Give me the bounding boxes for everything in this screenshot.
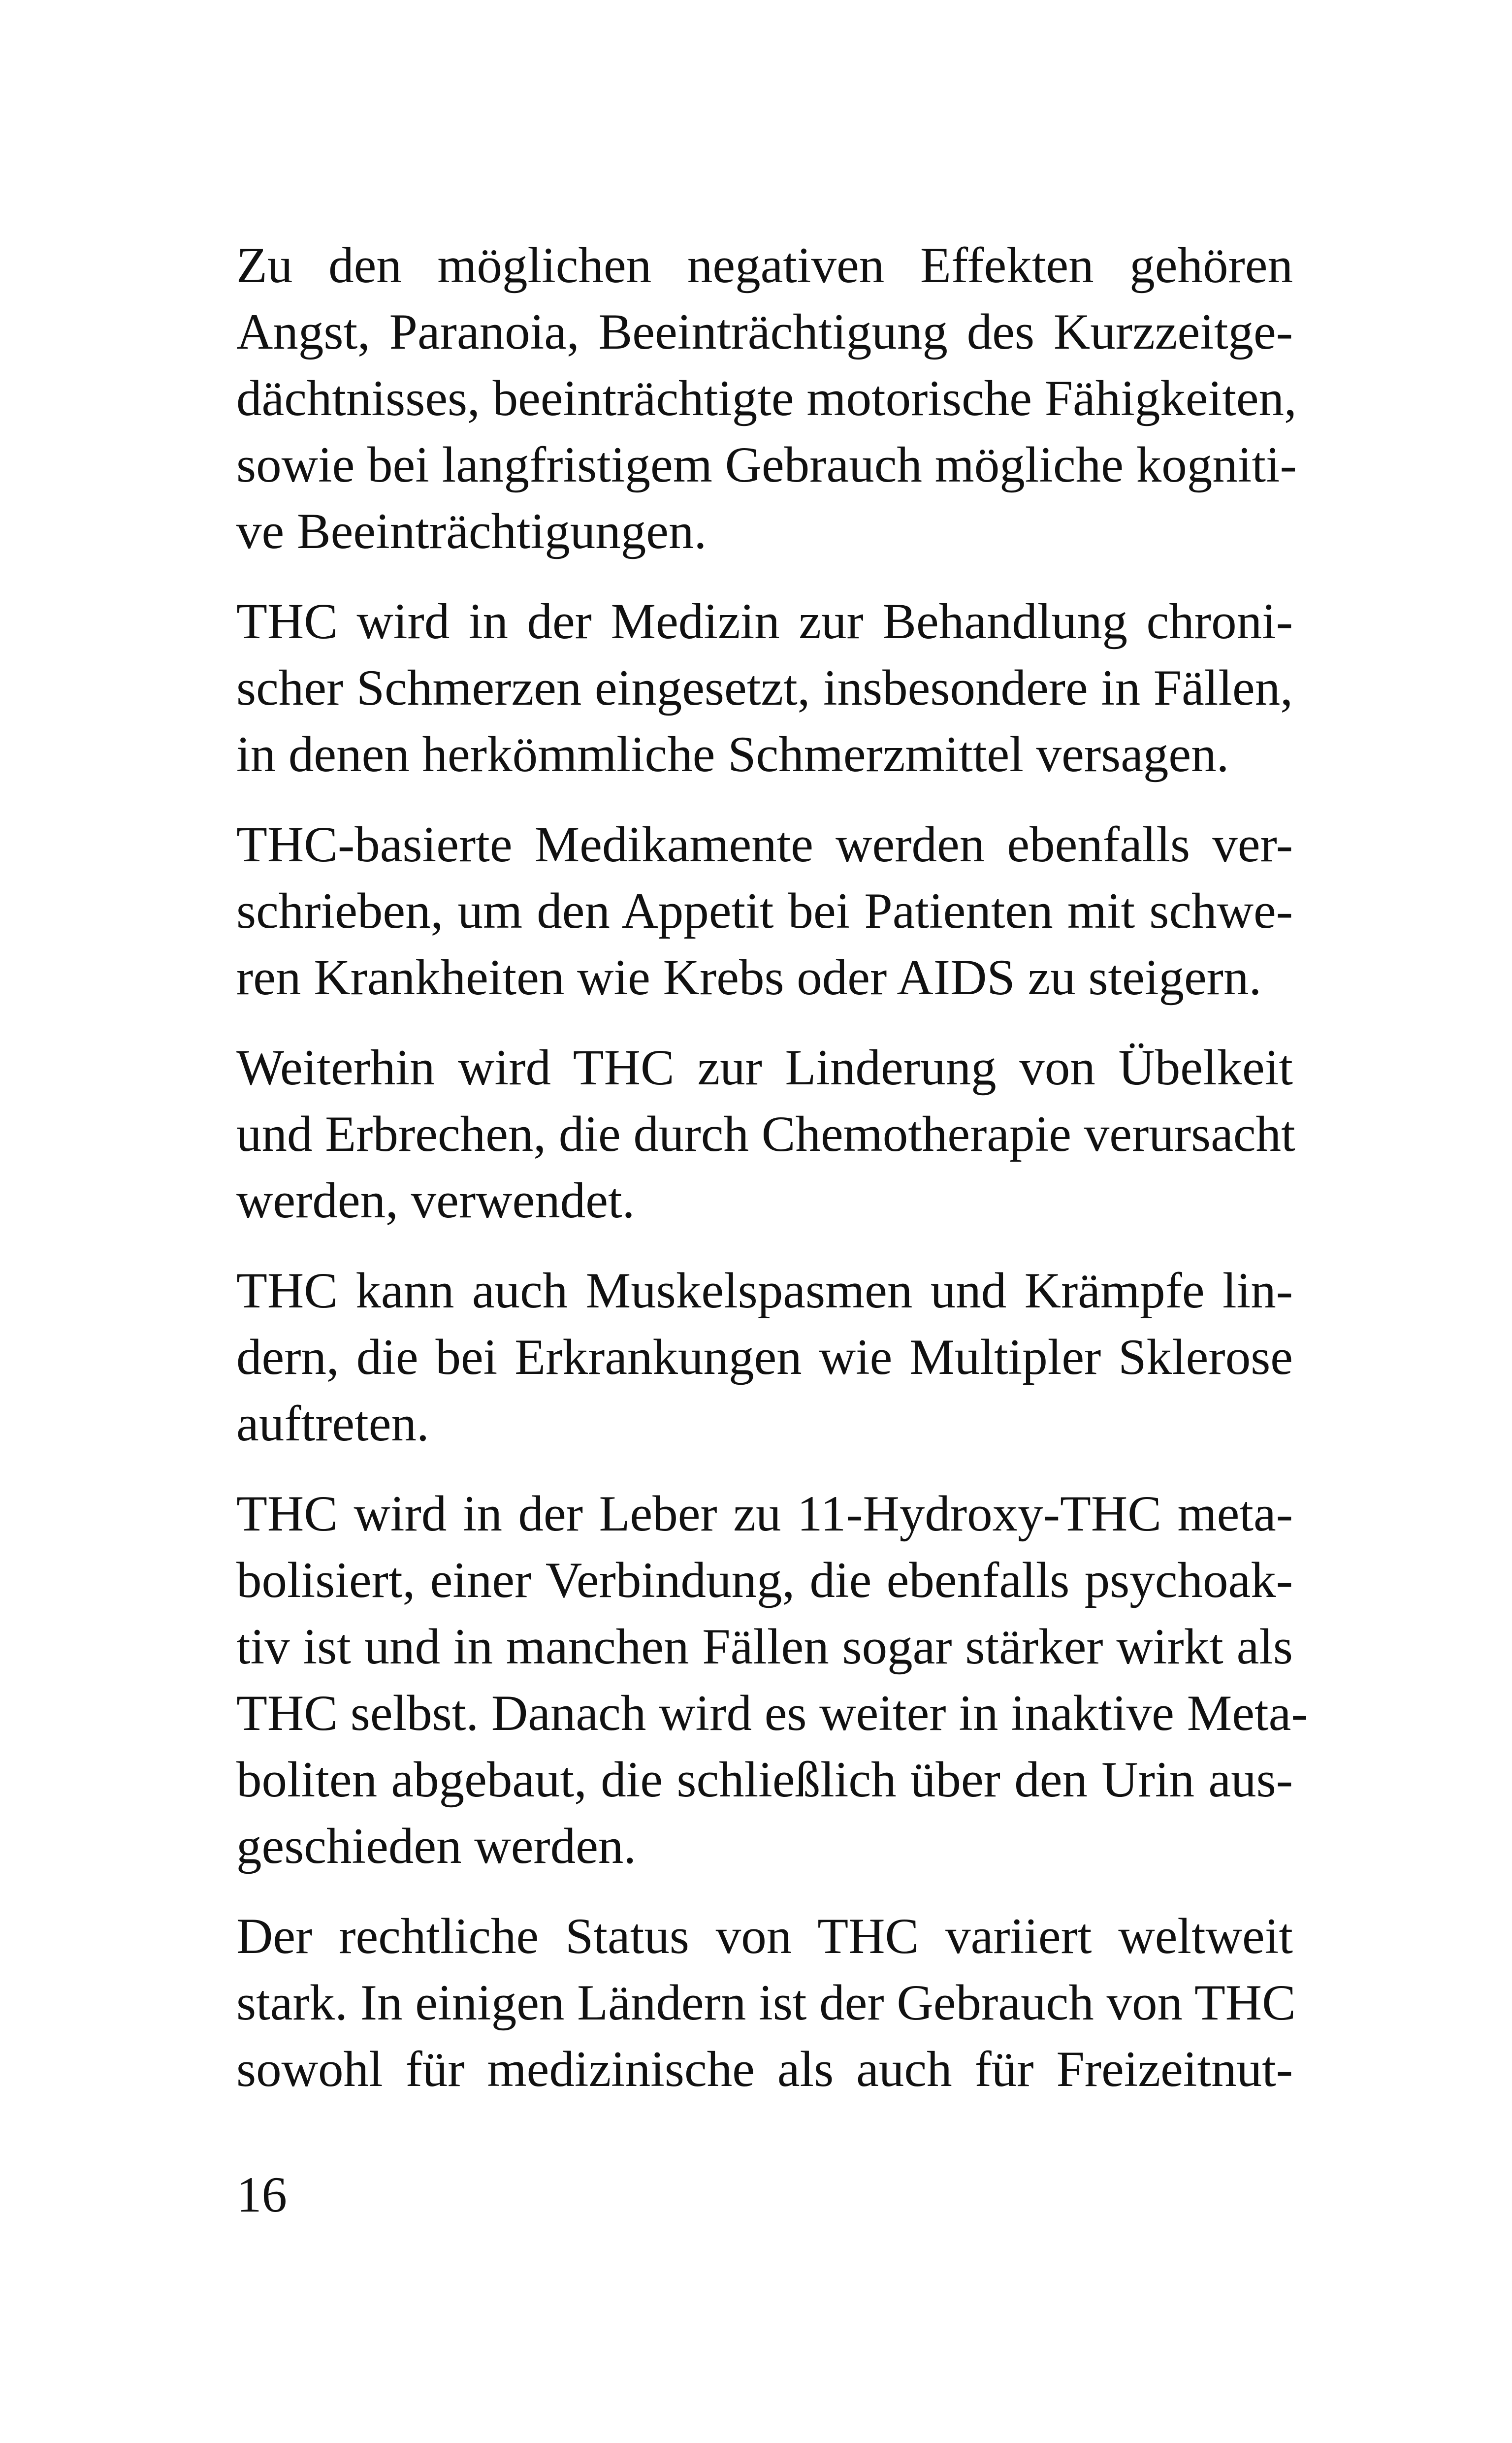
text-line: Angst, Paranoia, Beeinträchtigung des Kurzzeitge- <box>236 304 1293 360</box>
text-line: THC kann auch Muskelspasmen und Krämpfe lin- <box>236 1263 1293 1319</box>
text-line: in denen herkömmliche Schmerzmittel versagen. <box>236 726 1229 782</box>
text-line: dern, die bei Erkrankungen wie Multipler Sklerose <box>236 1329 1293 1385</box>
paragraph-nausea <box>236 1035 1293 1234</box>
text-line: boliten abgebaut, die schließlich über den Urin aus- <box>236 1752 1293 1808</box>
text-line: scher Schmerzen eingesetzt, insbesondere in Fällen, <box>236 660 1293 716</box>
text-line: Der rechtliche Status von THC variiert weltweit <box>236 1908 1293 1964</box>
page-number: 16 <box>236 2167 287 2223</box>
text-line: tiv ist und in manchen Fällen sogar stärker wirkt als <box>236 1619 1293 1675</box>
text-line: auftreten. <box>236 1396 429 1452</box>
text-line: sowohl für medizinische als auch für Freizeitnut- <box>236 2041 1293 2097</box>
text-line: sowie bei langfristigem Gebrauch mögliche kogniti- <box>236 437 1297 493</box>
text-line: geschieden werden. <box>236 1818 637 1874</box>
paragraph-metabolism <box>236 1481 1308 1880</box>
paragraph-legal-status <box>236 1903 1296 2103</box>
text-line: werden, verwendet. <box>236 1173 635 1229</box>
text-line: Weiterhin wird THC zur Linderung von Übelkeit <box>236 1040 1293 1096</box>
text-line: THC selbst. Danach wird es weiter in inaktive Meta- <box>236 1685 1308 1741</box>
text-line: bolisiert, einer Verbindung, die ebenfalls psychoak- <box>236 1552 1293 1608</box>
paragraph-appetite <box>236 812 1293 1011</box>
text-line: schrieben, um den Appetit bei Patienten mit schwe- <box>236 883 1293 939</box>
page-body <box>236 232 1308 2126</box>
paragraph-chronic-pain <box>236 588 1293 788</box>
text-line: stark. In einigen Ländern ist der Gebrauch von THC <box>236 1975 1296 2031</box>
text-line: ve Beeinträchtigungen. <box>236 503 707 559</box>
text-line: ren Krankheiten wie Krebs oder AIDS zu steigern. <box>236 949 1262 1006</box>
text-line: THC wird in der Medizin zur Behandlung chroni- <box>236 593 1293 650</box>
paragraph-muscle-spasms <box>236 1258 1293 1457</box>
paragraph-negative-effects <box>236 232 1297 565</box>
text-line: dächtnisses, beeinträchtigte motorische Fähigkeiten, <box>236 370 1297 426</box>
text-line: THC-basierte Medikamente werden ebenfalls ver- <box>236 816 1293 873</box>
text-line: Zu den möglichen negativen Effekten gehören <box>236 237 1293 293</box>
text-line: und Erbrechen, die durch Chemotherapie verursacht <box>236 1106 1295 1162</box>
text-line: THC wird in der Leber zu 11-Hydroxy-THC meta- <box>236 1486 1293 1542</box>
